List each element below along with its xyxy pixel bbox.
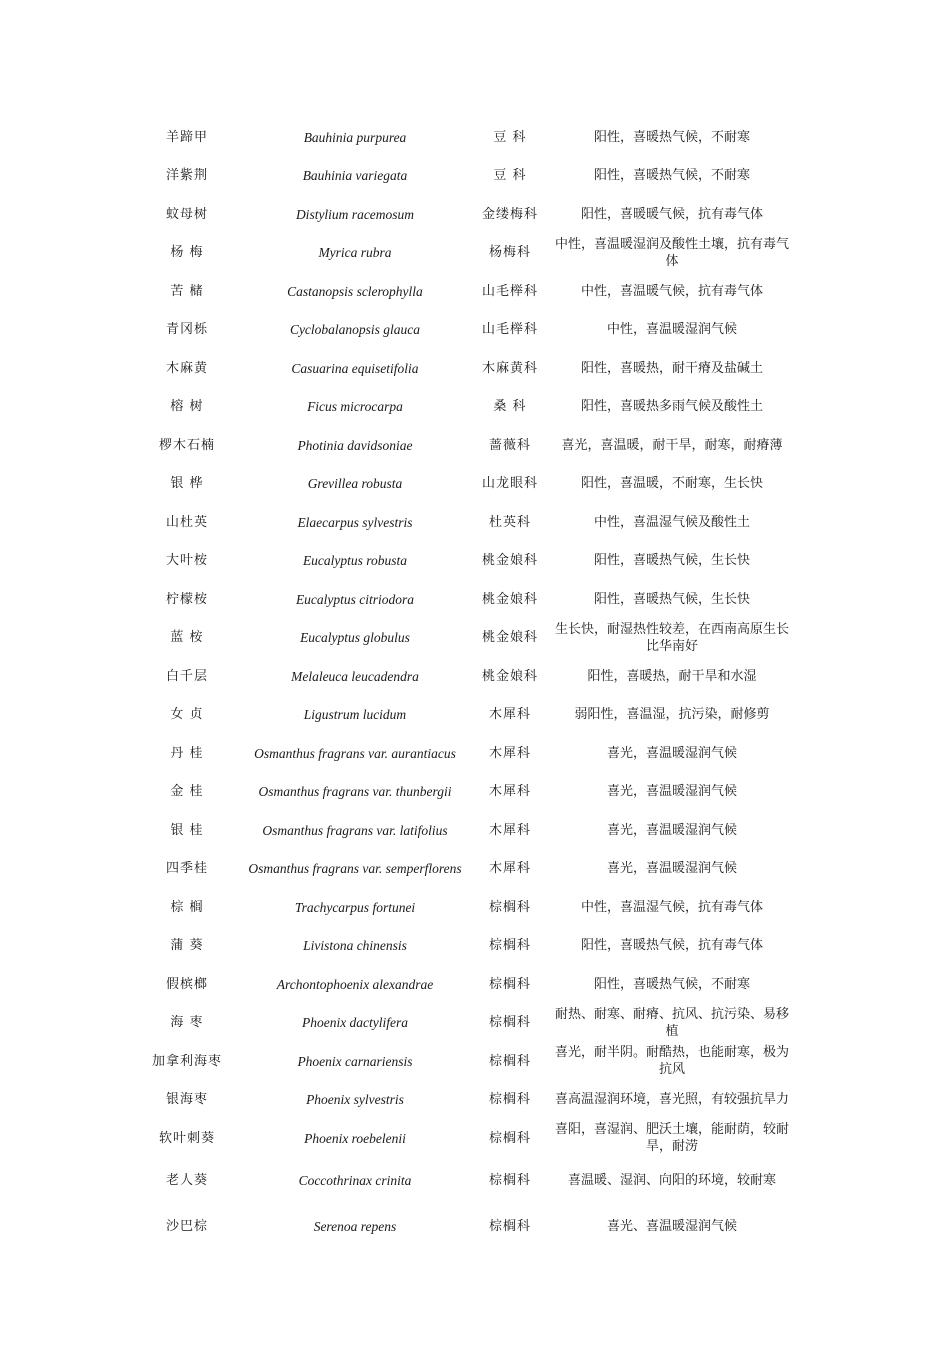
table-row: [130, 657, 790, 696]
habit-cell: 喜高温湿润环境，喜光照，有较强抗旱力: [554, 1092, 789, 1108]
latin-name-cell: Melaleuca leucadendra: [291, 668, 419, 684]
chinese-name-cell: 白千层: [165, 668, 208, 684]
family-cell: 棕榈科: [488, 899, 531, 915]
chinese-name-cell: 金 桂: [170, 784, 204, 800]
habit-cell: 阳性，喜暖热气候，生长快: [593, 591, 750, 607]
habit-cell: 喜光，喜温暖，耐干旱，耐寒，耐瘠薄: [561, 437, 783, 453]
habit-cell: 中性，喜温湿气候及酸性土: [593, 514, 750, 530]
habit-cell: 喜光，喜温暖湿润气候: [606, 822, 737, 838]
latin-name-cell: Casuarina equisetifolia: [291, 360, 419, 376]
table-row: [130, 426, 790, 465]
chinese-name-cell: 羊蹄甲: [165, 129, 208, 145]
table-row: [130, 696, 790, 735]
habit-cell: 喜光，喜温暖湿润气候: [606, 861, 737, 877]
habit-cell: 阳性，喜暖热多雨气候及酸性土: [580, 399, 763, 415]
table-row: [130, 773, 790, 812]
family-cell: 桃金娘科: [481, 630, 538, 646]
habit-cell: 喜阳，喜湿润、肥沃土壤，能耐荫，较耐旱，耐涝: [554, 1122, 789, 1155]
latin-name-cell: Coccothrinax crinita: [298, 1173, 412, 1188]
latin-name-cell: Livistona chinensis: [303, 938, 407, 954]
latin-name-cell: Ligustrum lucidum: [303, 707, 407, 723]
table-row: [130, 888, 790, 927]
habit-cell: 耐热、耐寒、耐瘠、抗风、抗污染、易移植: [554, 1006, 789, 1039]
family-cell: 棕榈科: [488, 938, 531, 954]
chinese-name-cell: 柠檬桉: [165, 591, 208, 607]
habit-cell: 弱阳性，喜温湿，抗污染，耐修剪: [574, 707, 770, 723]
latin-name-cell: Phoenix carnariensis: [297, 1053, 413, 1069]
habit-cell: 喜光，喜温暖湿润气候: [606, 745, 737, 761]
table-row: [130, 1204, 790, 1250]
table-row: [130, 465, 790, 504]
chinese-name-cell: 假槟榔: [165, 976, 208, 992]
family-cell: 木犀科: [488, 745, 531, 761]
latin-name-cell: Distylium racemosum: [295, 206, 415, 222]
habit-cell: 阳性，喜温暖，不耐寒，生长快: [580, 476, 763, 492]
table-row: [130, 195, 790, 234]
family-cell: 桃金娘科: [481, 668, 538, 684]
table-row: [130, 1119, 790, 1158]
family-cell: 棕榈科: [488, 1173, 531, 1188]
chinese-name-cell: 杨 梅: [170, 245, 204, 261]
chinese-name-cell: 海 枣: [170, 1015, 204, 1031]
table-row: [130, 811, 790, 850]
table-row: [130, 542, 790, 581]
chinese-name-cell: 银海枣: [165, 1092, 208, 1108]
chinese-name-cell: 山杜英: [165, 514, 208, 530]
chinese-name-cell: 棕 榈: [170, 899, 204, 915]
chinese-name-cell: 软叶刺葵: [158, 1130, 215, 1146]
chinese-name-cell: 木麻黄: [165, 360, 208, 376]
chinese-name-cell: 沙巴棕: [165, 1219, 208, 1234]
latin-name-cell: Phoenix roebelenii: [304, 1130, 406, 1146]
family-cell: 棕榈科: [488, 1053, 531, 1069]
latin-name-cell: Ficus microcarpa: [307, 399, 403, 415]
family-cell: 杨梅科: [488, 245, 531, 261]
habit-cell: 中性，喜温暖湿润气候: [606, 322, 737, 338]
table-row: [130, 619, 790, 658]
family-cell: 杜英科: [488, 514, 531, 530]
family-cell: 木麻黄科: [481, 360, 538, 376]
habit-cell: 喜光，喜温暖湿润气候: [606, 784, 737, 800]
latin-name-cell: Bauhinia purpurea: [303, 129, 407, 145]
latin-name-cell: Castanopsis sclerophylla: [287, 283, 423, 299]
chinese-name-cell: 加拿利海枣: [151, 1053, 222, 1069]
chinese-name-cell: 洋紫荆: [165, 168, 208, 184]
family-cell: 木犀科: [488, 822, 531, 838]
habit-cell: 中性，喜温暖气候，抗有毒气体: [580, 283, 763, 299]
chinese-name-cell: 老人葵: [165, 1173, 208, 1188]
habit-cell: 阳性，喜暖热气候，不耐寒: [593, 168, 750, 184]
habit-cell: 阳性，喜暖热气候，不耐寒: [593, 129, 750, 145]
family-cell: 山毛榉科: [481, 322, 538, 338]
habit-cell: 生长快，耐湿热性较差，在西南高原生长比华南好: [554, 621, 789, 654]
table-row: [130, 503, 790, 542]
latin-name-cell: Eucalyptus citriodora: [295, 591, 415, 607]
chinese-name-cell: 苦 槠: [170, 283, 204, 299]
family-cell: 木犀科: [488, 861, 531, 877]
table-row: [130, 272, 790, 311]
chinese-name-cell: 大叶桉: [165, 553, 208, 569]
table-row: [130, 311, 790, 350]
habit-cell: 阳性，喜暖热，耐干瘠及盐碱土: [580, 360, 763, 376]
chinese-name-cell: 蚊母树: [165, 206, 208, 222]
latin-name-cell: Photinia davidsoniae: [297, 437, 413, 453]
table-row: [130, 927, 790, 966]
habit-cell: 喜光、喜温暖湿润气候: [606, 1219, 737, 1234]
family-cell: 木犀科: [488, 707, 531, 723]
latin-name-cell: Grevillea robusta: [307, 476, 403, 492]
family-cell: 蔷薇科: [488, 437, 531, 453]
latin-name-cell: Osmanthus fragrans var. aurantiacus: [254, 745, 456, 761]
latin-name-cell: Elaecarpus sylvestris: [297, 514, 413, 530]
family-cell: 木犀科: [488, 784, 531, 800]
chinese-name-cell: 四季桂: [165, 861, 208, 877]
latin-name-cell: Eucalyptus robusta: [302, 553, 408, 569]
family-cell: 棕榈科: [488, 1092, 531, 1108]
table-row: [130, 1081, 790, 1120]
chinese-name-cell: 蒲 葵: [170, 938, 204, 954]
family-cell: 山龙眼科: [481, 476, 538, 492]
chinese-name-cell: 银 桦: [170, 476, 204, 492]
family-cell: 棕榈科: [488, 1130, 531, 1146]
habit-cell: 阳性，喜暖热，耐干旱和水湿: [587, 668, 757, 684]
habit-cell: 阳性，喜暖热气候，不耐寒: [593, 976, 750, 992]
chinese-name-cell: 青冈栎: [165, 322, 208, 338]
family-cell: 棕榈科: [488, 1015, 531, 1031]
habit-cell: 阳性，喜暖暖气候，抗有毒气体: [580, 206, 763, 222]
habit-cell: 喜温暖、湿润、向阳的环境，较耐寒: [567, 1173, 776, 1188]
family-cell: 山毛榉科: [481, 283, 538, 299]
table-row: [130, 965, 790, 1004]
habit-cell: 阳性，喜暖热气候，抗有毒气体: [580, 938, 763, 954]
table-row: [130, 234, 790, 273]
latin-name-cell: Eucalyptus globulus: [300, 630, 410, 646]
table-row: [130, 1158, 790, 1204]
chinese-name-cell: 榕 树: [170, 399, 204, 415]
family-cell: 桑 科: [493, 399, 527, 415]
family-cell: 棕榈科: [488, 976, 531, 992]
latin-name-cell: Cyclobalanopsis glauca: [289, 322, 421, 338]
table-row: [130, 734, 790, 773]
chinese-name-cell: 丹 桂: [170, 745, 204, 761]
table-row: [130, 1042, 790, 1081]
family-cell: 棕榈科: [488, 1219, 531, 1234]
table-row: [130, 850, 790, 889]
latin-name-cell: Phoenix sylvestris: [306, 1092, 404, 1108]
family-cell: 豆 科: [493, 168, 527, 184]
latin-name-cell: Bauhinia variegata: [302, 168, 408, 184]
table-row: [130, 1004, 790, 1043]
habit-cell: 喜光，耐半阴。耐酷热，也能耐寒，极为抗风: [554, 1045, 789, 1078]
latin-name-cell: Myrica rubra: [318, 245, 392, 261]
latin-name-cell: Serenoa repens: [313, 1219, 397, 1234]
table-row: [130, 388, 790, 427]
table-row: [130, 349, 790, 388]
chinese-name-cell: 女 贞: [170, 707, 204, 723]
table-row: [130, 157, 790, 196]
chinese-name-cell: 椤木石楠: [158, 437, 215, 453]
family-cell: 豆 科: [493, 129, 527, 145]
family-cell: 桃金娘科: [481, 553, 538, 569]
latin-name-cell: Osmanthus fragrans var. latifolius: [262, 822, 448, 838]
latin-name-cell: Archontophoenix alexandrae: [276, 976, 434, 992]
latin-name-cell: Phoenix dactylifera: [301, 1015, 409, 1031]
chinese-name-cell: 银 桂: [170, 822, 204, 838]
table-row: [130, 580, 790, 619]
latin-name-cell: Osmanthus fragrans var. semperflorens: [248, 861, 462, 877]
habit-cell: 阳性，喜暖热气候，生长快: [593, 553, 750, 569]
latin-name-cell: Trachycarpus fortunei: [294, 899, 416, 915]
habit-cell: 中性，喜温暖湿润及酸性土壤，抗有毒气体: [554, 236, 789, 269]
chinese-name-cell: 蓝 桉: [170, 630, 204, 646]
habit-cell: 中性，喜温湿气候，抗有毒气体: [580, 899, 763, 915]
family-cell: 桃金娘科: [481, 591, 538, 607]
family-cell: 金缕梅科: [481, 206, 538, 222]
table-row: [130, 118, 790, 157]
plant-table: [130, 118, 790, 1250]
latin-name-cell: Osmanthus fragrans var. thunbergii: [258, 784, 452, 800]
